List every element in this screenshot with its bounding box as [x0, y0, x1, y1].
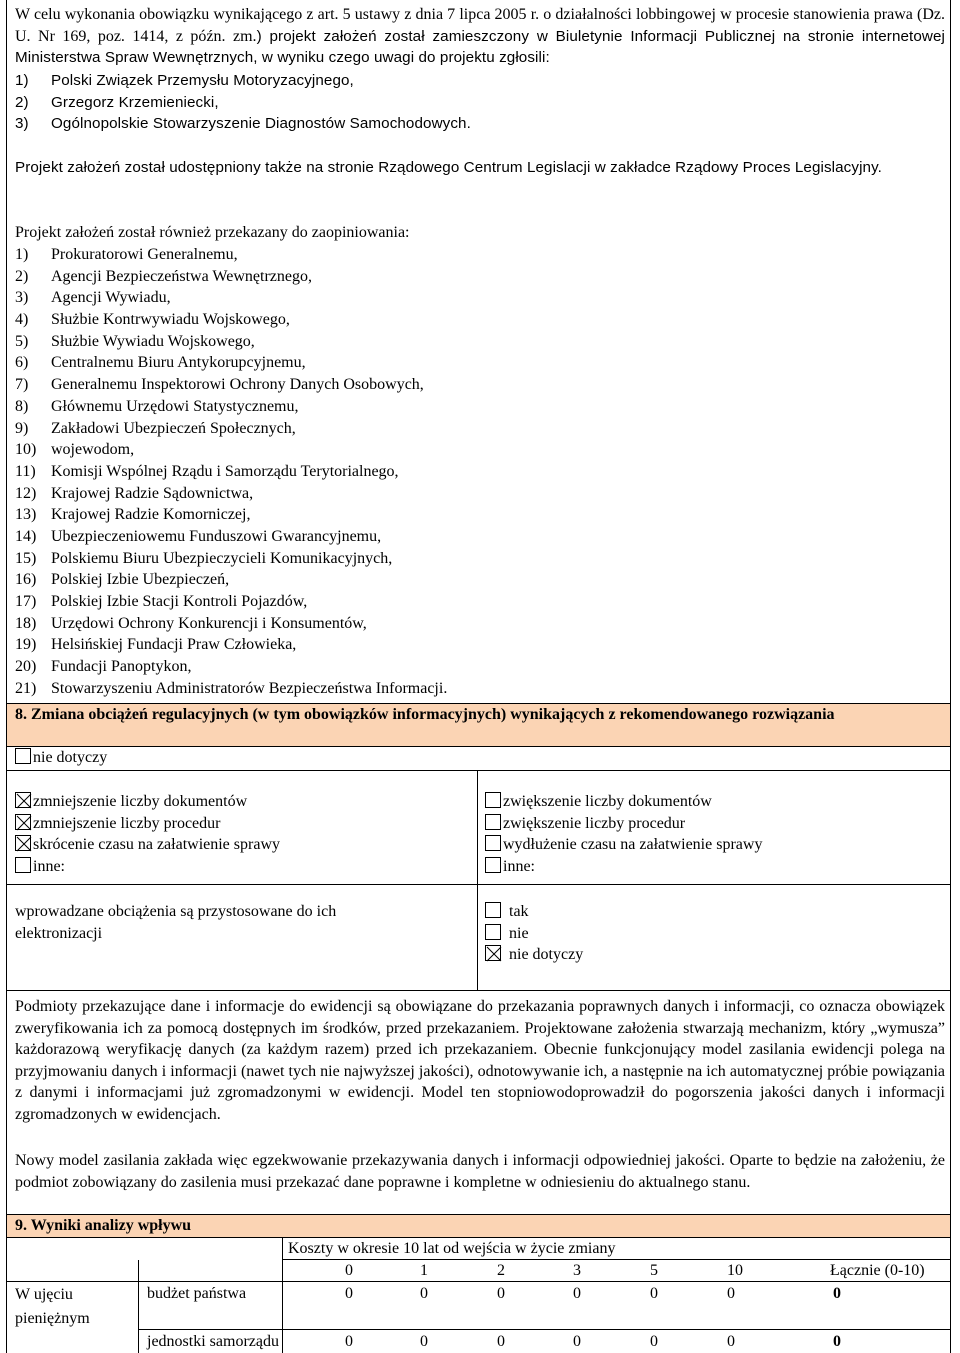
list-item	[15, 461, 447, 483]
list-item-text: Ubezpieczeniowemu Funduszowi Gwarancyjnemu,	[51, 527, 382, 545]
reduction-checkbox[interactable]	[15, 792, 31, 808]
costs-value-cell: 0	[497, 1333, 505, 1350]
page-border-right	[950, 0, 951, 1353]
costs-year-cell: 3	[573, 1262, 581, 1279]
list-item-number: 2)	[15, 267, 29, 285]
reduction-label: inne:	[33, 858, 65, 876]
list-item-text: Krajowej Radzie Sądownictwa,	[51, 484, 254, 502]
section8-column-divider	[477, 770, 478, 991]
opinion-intro: Projekt założeń został również przekazany do zaopiniowania:	[15, 224, 410, 241]
list-item	[15, 678, 447, 700]
section8-comment-1: Podmioty przekazujące dane i informacje do ewidencji są obowiązane do przekazania poprawnych danych i informacji, co oznacza obowiązek zweryfikowania ich za pomocą dostępnych im środków, przed przekazaniem. Projektowane założenia stwarzają mechanizm, który „wymusza” każdorazową weryfikację danych (za każdym razem) przed ich przekazaniem. Obecnie funkcjonujący model zasilania ewidencji polega na przyjmowaniu danych i informacji (nawet tych nie najwyższej jakości), odnotowywanie ich, a następnie na ich automatycznej próbie powiązania z danymi i informacjami już zgromadzonymi w ewidencji. Model ten stopniowodoprowadził do pogorszenia jakości danych i informacji zgromadzonych w ewidencjach.	[15, 998, 945, 1123]
list-item-number: 20)	[15, 658, 37, 676]
costs-value-cell: 0	[573, 1285, 581, 1302]
list-item	[15, 418, 447, 440]
list-item-number: 9)	[15, 419, 29, 437]
increase-option[interactable]	[485, 834, 762, 856]
costs-group-label: W ujęciu pieniężnym	[15, 1286, 90, 1327]
list-item	[15, 569, 447, 591]
costs-year-cell: 1	[420, 1262, 428, 1279]
costs-value-cell: 0	[573, 1333, 581, 1350]
costs-value-cell: 0	[833, 1285, 841, 1302]
costs-value-cell: 0	[727, 1333, 735, 1350]
increase-checkbox[interactable]	[485, 814, 501, 830]
section8-header	[7, 704, 950, 746]
list-item	[15, 331, 447, 353]
increase-label: inne:	[503, 858, 535, 876]
lobby-list	[15, 70, 471, 135]
lobbying-paragraph-part1: W celu wykonania obowiązku wynikającego z art. 5 ustawy z dnia 7 lipca 2005 r. o działalności lobbingowej w procesie stanowienia prawa (Dz. U. Nr 169, poz. 1414, z późn. zm.	[15, 6, 945, 45]
increase-label: wydłużenie czasu na załatwienie sprawy	[503, 836, 763, 854]
costs-year-cell: 5	[650, 1262, 658, 1279]
costs-value-cell: 0	[497, 1285, 505, 1302]
increase-label: zwiększenie liczby dokumentów	[503, 793, 712, 810]
reduction-checkbox[interactable]	[15, 835, 31, 851]
costs-value-cell: 0	[345, 1333, 353, 1350]
costs-year-cell: 0	[345, 1262, 353, 1279]
electronization-checkbox[interactable]	[485, 924, 501, 940]
checkmark-x-icon	[16, 815, 32, 831]
lobbying-paragraph-part2: ) projekt założeń został zamieszczony w Biuletynie Informacji Publicznej na stronie internetowej Ministerstwa Spraw Wewnętrznych, w wyniku czego uwagi do projektu zgłosili:	[15, 27, 945, 67]
not-applicable-option[interactable]	[15, 747, 107, 769]
section8-comment-2: Nowy model zasilania zakłada więc egzekwowanie przekazywania danych i informacji odpowiedniej jakości. Oparte to będzie na założeniu, że podmiot zobowiązany do zasilenia musi przekazać dane poprawne i kompletne w odniesieniu do aktualnego stanu.	[15, 1152, 945, 1191]
electronization-checkbox[interactable]	[485, 902, 501, 918]
list-item-text: Polskiej Izbie Ubezpieczeń,	[51, 571, 230, 589]
list-item-number: 10)	[15, 441, 37, 459]
list-item-number: 12)	[15, 484, 37, 502]
costs-value-cell: 0	[420, 1285, 428, 1302]
costs-value-cell: 0	[727, 1285, 735, 1302]
list-item-number: 5)	[15, 332, 29, 350]
costs-value-cell: 0	[650, 1285, 658, 1302]
list-item	[15, 309, 447, 331]
list-item-text: Krajowej Radzie Komorniczej,	[51, 506, 251, 524]
checkmark-x-icon	[16, 836, 32, 852]
list-item	[15, 504, 447, 526]
increase-option[interactable]	[485, 856, 535, 878]
section8-rule-3	[6, 884, 951, 885]
costs-year-cell: 10	[727, 1262, 743, 1279]
costs-value-cell: 0	[345, 1285, 353, 1302]
page-border-left	[6, 0, 7, 1353]
list-item-number: 1)	[15, 246, 29, 263]
electronization-option[interactable]	[485, 923, 529, 945]
list-item	[15, 266, 447, 288]
list-item-number: 8)	[15, 397, 29, 415]
increase-checkbox[interactable]	[485, 792, 501, 808]
list-item-number: 16)	[15, 571, 37, 589]
list-item-number: 7)	[15, 376, 29, 394]
reduction-option[interactable]	[15, 834, 280, 856]
reduction-checkbox[interactable]	[15, 814, 31, 830]
list-item-text: Polskiej Izbie Stacji Kontroli Pojazdów,	[51, 593, 308, 610]
increase-option[interactable]	[485, 813, 685, 835]
costs-value-cell: 0	[833, 1333, 841, 1350]
checkmark-x-icon	[16, 793, 32, 809]
list-item-text: wojewodom,	[51, 441, 135, 459]
list-item-number: 14)	[15, 527, 37, 545]
list-item-number: 19)	[15, 636, 37, 654]
electronization-label: tak	[509, 903, 529, 920]
list-item-text: Agencji Bezpieczeństwa Wewnętrznego,	[51, 267, 312, 285]
increase-checkbox[interactable]	[485, 835, 501, 851]
section8-header-rule	[6, 746, 951, 747]
costs-value-cell: 0	[650, 1333, 658, 1350]
costs-row-label: budżet państwa	[147, 1285, 247, 1302]
list-item	[15, 396, 447, 418]
list-item-number: 1)	[15, 72, 29, 89]
section8-title: 8. Zmiana obciążeń regulacyjnych (w tym obowiązków informacyjnych) wynikających z rekomendowanego rozwiązania	[15, 706, 835, 723]
list-item	[15, 526, 447, 548]
list-item	[15, 352, 447, 374]
list-item-number: 17)	[15, 593, 37, 610]
list-item-text: Prokuratorowi Generalnemu,	[51, 246, 238, 263]
list-item-number: 21)	[15, 679, 37, 697]
list-item-text: Zakładowi Ubezpieczeń Społecznych,	[51, 419, 296, 437]
section9-header	[7, 1215, 950, 1237]
list-item	[15, 287, 447, 309]
lobbying-paragraph	[15, 4, 945, 69]
list-item-text: Ogólnopolskie Stowarzyszenie Diagnostów Samochodowych.	[51, 115, 471, 133]
list-item	[15, 374, 447, 396]
section8-rule-4	[6, 990, 951, 991]
costs-year-cell: 2	[497, 1262, 505, 1279]
list-item-number: 3)	[15, 115, 29, 133]
section9-title: 9. Wyniki analizy wpływu	[15, 1217, 192, 1234]
list-item-text: Agencji Wywiadu,	[51, 289, 171, 307]
list-item-number: 4)	[15, 311, 29, 329]
list-item-text: Polski Związek Przemysłu Motoryzacyjnego,	[51, 72, 354, 89]
list-item-text: Stowarzyszeniu Administratorów Bezpieczeństwa Informacji.	[51, 679, 448, 697]
not-applicable-label: nie dotyczy	[33, 749, 108, 766]
list-item-text: Polskiemu Biuru Ubezpieczycieli Komunikacyjnych,	[51, 549, 393, 567]
list-item-text: Głównemu Urzędowi Statystycznemu,	[51, 397, 299, 415]
list-item-text: Fundacji Panoptykon,	[51, 658, 192, 676]
list-item-text: Komisji Wspólnej Rządu i Samorządu Terytorialnego,	[51, 462, 399, 480]
list-item	[15, 634, 447, 656]
costs-year-cell: Łącznie (0-10)	[830, 1262, 925, 1279]
electronization-checkbox[interactable]	[485, 945, 501, 961]
list-item-number: 15)	[15, 549, 37, 567]
list-item-text: Centralnemu Biuru Antykorupcyjnemu,	[51, 354, 306, 372]
list-item-number: 3)	[15, 289, 29, 307]
list-item-number: 6)	[15, 354, 29, 372]
section8-rule-2	[6, 770, 951, 771]
list-item	[15, 92, 471, 114]
costs-col-label-divider	[138, 1260, 139, 1353]
increase-label: zwiększenie liczby procedur	[503, 814, 686, 832]
list-item-text: Grzegorz Krzemieniecki,	[51, 93, 219, 111]
list-item	[15, 591, 447, 613]
costs-row-rule	[138, 1329, 951, 1330]
costs-col-row-divider	[282, 1260, 283, 1353]
reduction-label: zmniejszenie liczby procedur	[33, 814, 221, 832]
not-applicable-checkbox[interactable]	[15, 748, 31, 764]
electronization-label: nie dotyczy	[509, 946, 584, 964]
increase-checkbox[interactable]	[485, 857, 501, 873]
list-item	[15, 548, 447, 570]
costs-table-caption: Koszty w okresie 10 lat od wejścia w życie zmiany	[288, 1240, 616, 1257]
electronization-label: nie	[509, 924, 529, 942]
reduction-option[interactable]	[15, 791, 247, 813]
list-item-text: Helsińskiej Fundacji Praw Człowieka,	[51, 636, 297, 654]
electronization-option[interactable]	[485, 944, 583, 966]
rcl-paragraph: Projekt założeń został udostępniony także na stronie Rządowego Centrum Legislacji w zakładce Rządowy Proces Legislacyjny.	[15, 159, 882, 176]
list-item	[15, 656, 447, 678]
list-item	[15, 613, 447, 635]
increase-option[interactable]	[485, 791, 712, 813]
list-item	[15, 439, 447, 461]
list-item	[15, 113, 471, 135]
checkmark-x-icon	[486, 946, 502, 962]
list-item-number: 13)	[15, 506, 37, 524]
electronization-option[interactable]	[485, 901, 529, 923]
reduction-checkbox[interactable]	[15, 857, 31, 873]
costs-row-label: jednostki samorządu	[147, 1333, 279, 1350]
list-item-number: 11)	[15, 462, 36, 480]
reduction-label: zmniejszenie liczby dokumentów	[33, 793, 248, 810]
list-item-text: Urzędowi Ochrony Konkurencji i Konsumentów,	[51, 614, 367, 632]
list-item	[15, 483, 447, 505]
electronization-question	[15, 901, 425, 944]
opinion-list	[15, 244, 447, 699]
list-item-number: 2)	[15, 93, 29, 111]
reduction-option[interactable]	[15, 856, 65, 878]
list-item-text: Służbie Wywiadu Wojskowego,	[51, 332, 255, 350]
list-item-text: Generalnemu Inspektorowi Ochrony Danych Osobowych,	[51, 376, 424, 394]
costs-value-cell: 0	[420, 1333, 428, 1350]
costs-caption-left	[282, 1237, 283, 1260]
list-item-number: 18)	[15, 614, 37, 632]
electronization-question-text: wprowadzane obciążenia są przystosowane do ich elektronizacji	[15, 903, 337, 942]
reduction-label: skrócenie czasu na załatwienie sprawy	[33, 836, 280, 854]
costs-year-rule	[6, 1281, 951, 1282]
list-item-text: Służbie Kontrwywiadu Wojskowego,	[51, 311, 290, 329]
list-item	[15, 244, 447, 266]
list-item	[15, 70, 471, 92]
reduction-option[interactable]	[15, 813, 220, 835]
